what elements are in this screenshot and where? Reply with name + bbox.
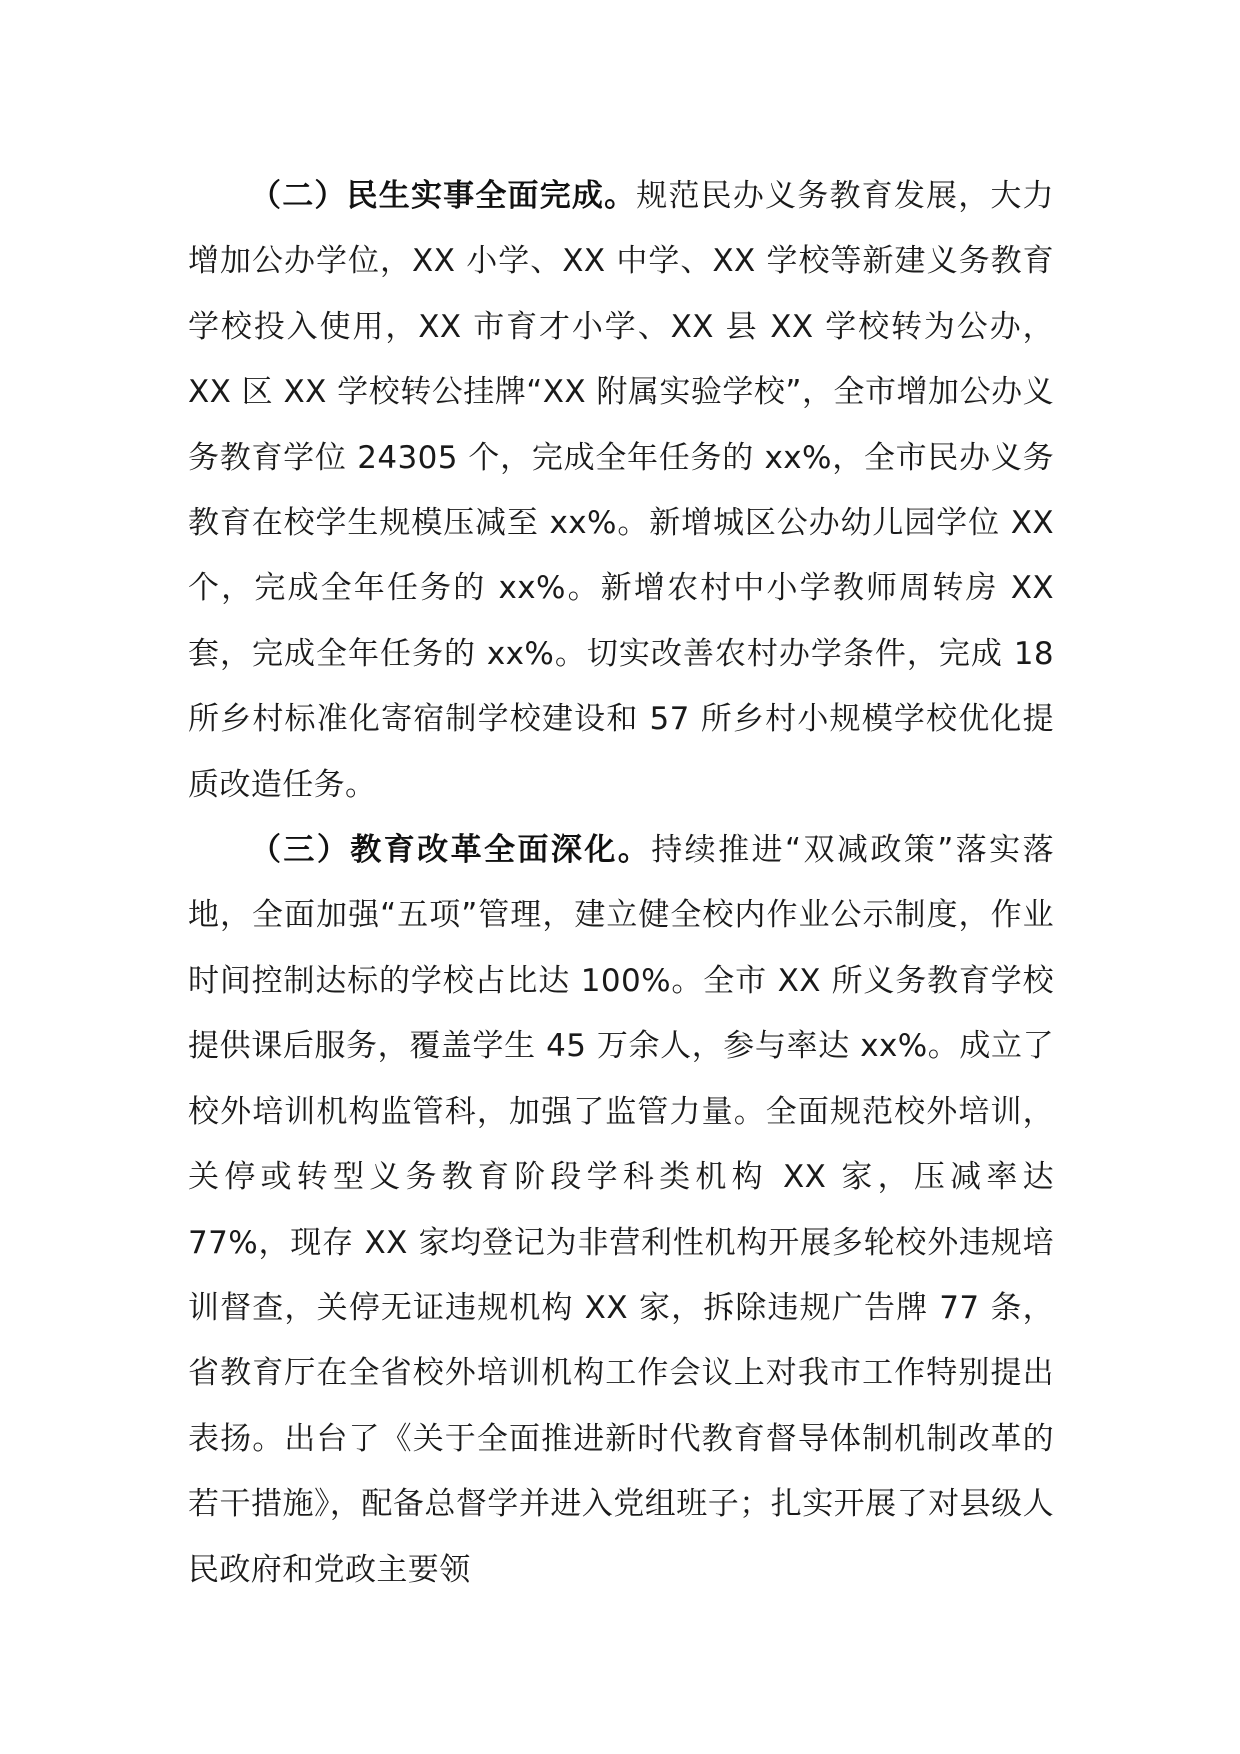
section-heading-reform: （三）教育改革全面深化。 — [250, 832, 652, 869]
paragraph-livelihood — [188, 164, 1054, 818]
section-heading-livelihood: （二）民生实事全面完成。 — [250, 178, 637, 214]
document-body — [188, 164, 1054, 1603]
paragraph-text-livelihood: 规范民办义务教育发展，大力增加公办学位，XX 小学、XX 中学、XX 学校等新建义务教育学校投入使用，XX 市育才小学、XX 县 XX 学校转为公办，XX 区 XX 学校转公挂牌“XX 附属实验学校”，全市增加公办义务教育学位 24305 个，完成全年任务的 xx%，全市民办义务教育在校学生规模压减至 xx%。新增城区公办幼儿园学位 XX 个，完成全年任务的 xx%。新增农村中小学教师周转房 XX 套，完成全年任务的 xx%。切实改善农村办学条件，完成 18 所乡村标准化寄宿制学校建设和 57 所乡村小规模学校优化提质改造任务。 — [188, 178, 1054, 803]
paragraph-text-reform: 持续推进“双减政策”落实落地，全面加强“五项”管理，建立健全校内作业公示制度，作业时间控制达标的学校占比达 100%。全市 XX 所义务教育学校提供课后服务，覆盖学生 45 万余人，参与率达 xx%。成立了校外培训机构监管科，加强了监管力量。全面规范校外培训，关停或转型义务教育阶段学科类机构 XX 家，压减率达 77%，现存 XX 家均登记为非营利性机构开展多轮校外违规培训督查，关停无证违规机构 XX 家，拆除违规广告牌 77 条，省教育厅在全省校外培训机构工作会议上对我市工作特别提出表扬。出台了《关于全面推进新时代教育督导体制机制改革的若干措施》，配备总督学并进入党组班子；扎实开展了对县级人民政府和党政主要领 — [188, 832, 1054, 1588]
paragraph-reform — [188, 818, 1054, 1603]
